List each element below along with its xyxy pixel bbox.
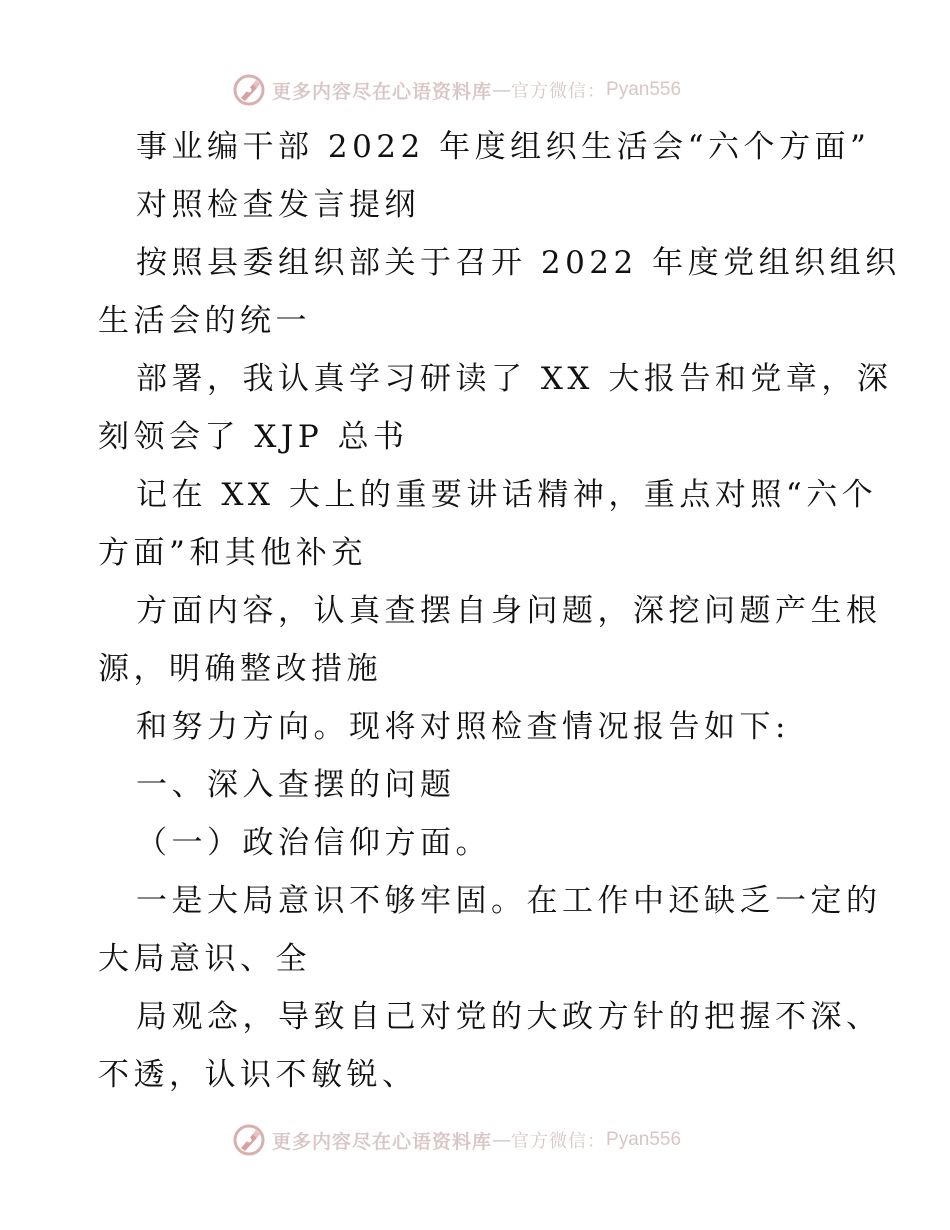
pen-logo-icon xyxy=(232,73,266,107)
doc-title-line-1: 事业编干部 2022 年度组织生活会“六个方面” xyxy=(136,129,871,165)
pen-logo-icon xyxy=(232,1123,266,1157)
doc-text-line: 源，明确整改措施 xyxy=(98,651,382,687)
watermark-content xyxy=(232,70,681,110)
doc-text-line: 生活会的统一 xyxy=(98,303,311,339)
watermark-header xyxy=(0,70,950,110)
subsection-heading: （一）政治信仰方面。 xyxy=(136,825,491,861)
doc-text-line: 和努力方向。现将对照检查情况报告如下: xyxy=(136,709,790,745)
watermark-dash: — xyxy=(492,1129,512,1151)
doc-text-line: 方面”和其他补充 xyxy=(98,535,367,571)
watermark-content xyxy=(232,1120,681,1160)
doc-title-line-2: 对照检查发言提纲 xyxy=(136,187,420,223)
doc-text-line: 方面内容，认真查摆自身问题，深挖问题产生根 xyxy=(136,593,882,629)
doc-text-line: 按照县委组织部关于召开 2022 年度党组织组织 xyxy=(136,245,901,281)
watermark-contact-id: Pyan556 xyxy=(606,1129,682,1150)
watermark-contact-label: 官方微信： xyxy=(511,1131,607,1152)
doc-text-line: 刻领会了 XJP 总书 xyxy=(98,419,409,455)
doc-text-line: 局观念，导致自己对党的大政方针的把握不深、 xyxy=(136,999,882,1035)
doc-text-line: 记在 XX 大上的重要讲话精神，重点对照“六个 xyxy=(136,477,878,513)
doc-text-line: 不透，认识不敏锐、 xyxy=(98,1057,418,1093)
section-heading: 一、深入查摆的问题 xyxy=(136,767,456,803)
watermark-text: 更多内容尽在心语资料库 xyxy=(272,1130,493,1153)
watermark-dash: — xyxy=(492,79,512,101)
doc-text-line: 大局意识、全 xyxy=(98,941,311,977)
watermark-contact-id: Pyan556 xyxy=(606,79,682,100)
watermark-text: 更多内容尽在心语资料库 xyxy=(272,80,493,103)
doc-text-line: 一是大局意识不够牢固。在工作中还缺乏一定的 xyxy=(136,883,882,919)
watermark-contact-label: 官方微信： xyxy=(511,81,607,102)
doc-text-line: 部署，我认真学习研读了 XX 大报告和党章，深 xyxy=(136,361,893,397)
watermark-footer xyxy=(0,1120,950,1160)
